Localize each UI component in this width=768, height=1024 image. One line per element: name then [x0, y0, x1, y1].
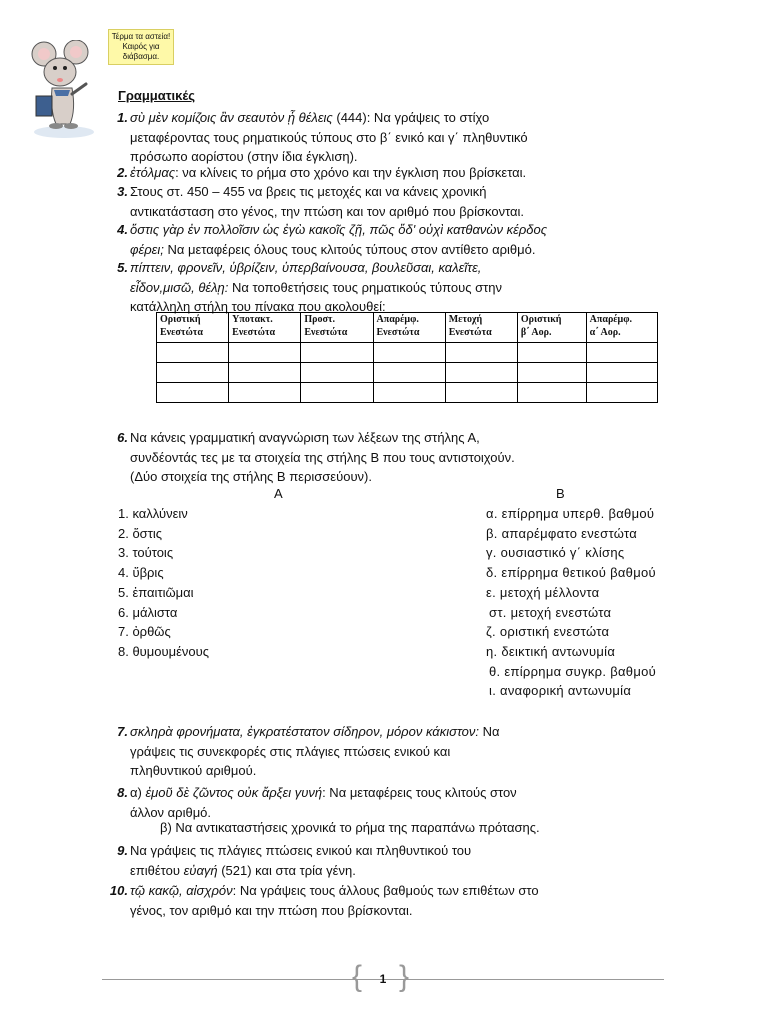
exercise-item: [117, 108, 652, 167]
instruction-text: Στους στ. 450 – 455 να βρεις τις μετοχές και να κάνεις χρονική: [130, 184, 487, 199]
table-header-cell: [586, 313, 657, 343]
table-header-cell: [445, 313, 517, 343]
exercise-line: [130, 202, 652, 222]
instruction-text: μεταφέροντας τους ρηματικούς τύπους στο β΄ ενικό και γ΄ πληθυντικό: [130, 129, 528, 145]
exercise-item: [117, 163, 652, 183]
ancient-greek-text: φέρει;: [130, 241, 164, 257]
exercise-item: [117, 783, 652, 822]
table-cell: [301, 343, 373, 363]
exercise-line: [130, 258, 652, 278]
header-line: Απαρέμφ.: [589, 314, 632, 325]
column-b-item: β. απαρέμφατο ενεστώτα: [486, 525, 638, 541]
exercise-line: [130, 761, 652, 781]
table-cell: [229, 343, 301, 363]
exercise-line: [130, 278, 652, 298]
ancient-greek-text: τῷ κακῷ, αἰσχρόν: [130, 883, 233, 898]
table-cell: [373, 363, 445, 383]
exercise-line: [130, 881, 652, 901]
table-cell: [586, 383, 657, 403]
column-a-item: 8. θυμουμένους: [118, 643, 210, 659]
instruction-text: (521) και στα τρία γένη.: [217, 862, 356, 878]
ancient-greek-text: σκληρὰ φρονήματα, ἐγκρατέστατον σίδηρον, μόρον κάκιστον:: [130, 724, 479, 739]
instruction-text: επιθέτου: [130, 862, 184, 878]
table-header-cell: [229, 313, 301, 343]
exercise-number: 5.: [117, 260, 128, 275]
exercise-line: [130, 182, 652, 202]
table-cell: [445, 343, 517, 363]
exercise-number: 2.: [117, 165, 128, 180]
exercise-line: [130, 448, 652, 468]
verb-forms-table: [156, 312, 658, 403]
header-line: Ενεστώτα: [448, 327, 492, 338]
column-a-item: 7. ὀρθῶς: [118, 624, 171, 640]
table-row: [157, 363, 658, 383]
instruction-text: Να τοποθετήσεις τους ρηματικούς τύπους στην: [228, 279, 502, 295]
table-cell: [157, 343, 229, 363]
instruction-text: (444): Να γράψεις το στίχο: [332, 110, 490, 125]
exercise-line: [130, 841, 652, 861]
column-a-item: 3. τούτοις: [118, 545, 174, 561]
ancient-greek-text: εὐαγή: [183, 862, 218, 878]
header-line: β΄ Αορ.: [520, 327, 552, 338]
instruction-text: αντικατάσταση στο γένος, την πτώση και τον αριθμό που βρίσκονται.: [130, 203, 525, 219]
table-header-cell: [373, 313, 445, 343]
exercise-number: 7.: [117, 724, 128, 739]
exercise-item: [117, 182, 652, 221]
instruction-text: κατάλληλη στήλη του πίνακα που ακολουθεί:: [130, 299, 386, 315]
header-line: α΄ Αορ.: [589, 327, 621, 338]
column-b-item: στ. μετοχή ενεστώτα: [489, 604, 612, 620]
table-header-cell: [517, 313, 586, 343]
exercise-number: 3.: [117, 184, 128, 199]
column-a-item: 4. ὕβρις: [118, 565, 164, 581]
column-a-label: Α: [274, 486, 283, 501]
instruction-text: πρόσωπο αορίστου (στην ίδια έγκλιση).: [130, 149, 358, 165]
ancient-greek-text: πίπτειν, φρονεῖν, ὑβρίζειν, ὑπερβαίνουσα, βουλεῦσαι, καλεῖτε,: [130, 260, 482, 275]
instruction-text: Να κάνεις γραμματική αναγνώριση των λέξεων της στήλης Α,: [130, 430, 480, 445]
exercise-line: [130, 783, 652, 803]
exercise-number: 8.: [117, 785, 128, 800]
ancient-greek-text: ἐτόλμας: [130, 165, 176, 180]
column-a-item: 2. ὅστις: [118, 525, 162, 541]
mouse-illustration: [22, 40, 102, 140]
note-line: διάβασμα.: [122, 52, 160, 61]
exercise-line: [130, 220, 652, 240]
column-b-item: θ. επίρρημα συγκρ. βαθμού: [489, 663, 657, 679]
instruction-text: Να γράψεις τις πλάγιες πτώσεις ενικού και πληθυντικού του: [130, 843, 472, 858]
column-a-item: 6. μάλιστα: [118, 604, 178, 620]
instruction-text: πληθυντικού αριθμού.: [130, 763, 257, 779]
ancient-greek-text: εἶδον,μισῶ, θέλῃ:: [130, 279, 229, 295]
instruction-text: Να: [478, 724, 500, 739]
exercise-line: [130, 163, 652, 183]
table-cell: [586, 343, 657, 363]
section-heading: Γραμματικές: [118, 88, 196, 103]
column-b-label: Β: [556, 486, 565, 501]
table-cell: [373, 343, 445, 363]
exercise-item: [117, 220, 652, 259]
instruction-text: συνδέοντάς τες με τα στοιχεία της στήλης Β που τους αντιστοιχούν.: [130, 449, 515, 465]
exercise-line: [130, 108, 652, 128]
table-row: [157, 343, 658, 363]
ancient-greek-text: ὅστις γὰρ ἐν πολλοῖσιν ὡς ἐγὼ κακοῖς ζῇ, πῶς ὅδ' οὐχὶ κατθανὼν κέρδος: [130, 222, 548, 237]
note-line: Τέρμα τα αστεία!: [111, 32, 171, 41]
column-a-item: 1. καλλύνειν: [118, 506, 188, 521]
instruction-text: : να κλίνεις το ρήμα στο χρόνο και την έγκλιση που βρίσκεται.: [175, 165, 527, 180]
column-b-item: ι. αναφορική αντωνυμία: [489, 683, 632, 699]
exercise-line: [130, 861, 652, 881]
column-b-item: δ. επίρρημα θετικού βαθμού: [486, 565, 656, 581]
right-brace-icon: }: [399, 960, 410, 993]
exercise-item: [117, 428, 652, 487]
table-header-cell: [157, 313, 229, 343]
table-cell: [157, 363, 229, 383]
instruction-text: γράψεις τις συνεκφορές στις πλάγιες πτώσεις ενικού και: [130, 743, 451, 759]
exercise-item: [117, 722, 652, 781]
item-8b: β) Να αντικαταστήσεις χρονικά το ρήμα της παραπάνω πρότασης.: [160, 820, 540, 835]
exercise-number: 9.: [117, 843, 128, 858]
table-cell: [157, 383, 229, 403]
table-row: [157, 383, 658, 403]
exercise-line: [130, 901, 652, 921]
table-cell: [445, 383, 517, 403]
table-cell: [229, 383, 301, 403]
column-b-item: ε. μετοχή μέλλοντα: [486, 584, 600, 600]
exercise-number: 6.: [117, 430, 128, 445]
column-b-item: η. δεικτική αντωνυμία: [486, 643, 616, 659]
table-cell: [517, 343, 586, 363]
table-header-cell: [301, 313, 373, 343]
header-line: Ενεστώτα: [376, 327, 420, 338]
header-line: Προστ.: [304, 314, 336, 325]
page-number: 1: [379, 972, 387, 986]
ancient-greek-text: ἐμοῦ δὲ ζῶντος οὐκ ἄρξει γυνή: [145, 785, 323, 800]
exercise-line: [130, 428, 652, 448]
instruction-text: άλλον αριθμό.: [130, 804, 212, 820]
header-line: Ενεστώτα: [160, 327, 203, 338]
table-cell: [445, 363, 517, 383]
exercise-number: 10.: [109, 883, 128, 898]
header-line: Ενεστώτα: [232, 327, 276, 338]
exercise-number: 1.: [117, 110, 128, 125]
exercise-line: [130, 128, 652, 148]
speech-note: [108, 29, 174, 65]
table-cell: [301, 383, 373, 403]
column-b-item: γ. ουσιαστικό γ΄ κλίσης: [486, 545, 625, 561]
header-line: Οριστική: [520, 314, 562, 325]
header-line: Υποτακτ.: [232, 314, 273, 325]
header-line: Απαρέμφ.: [376, 314, 419, 325]
table-cell: [301, 363, 373, 383]
table-cell: [517, 383, 586, 403]
exercise-line: [130, 742, 652, 762]
table-cell: [586, 363, 657, 383]
header-line: Ενεστώτα: [304, 327, 348, 338]
exercise-item: [117, 258, 652, 317]
column-b-item: α. επίρρημα υπερθ. βαθμού: [486, 506, 655, 521]
column-a-item: 5. ἐπαιτιῶμαι: [118, 584, 194, 600]
instruction-text: Να μεταφέρεις όλους τους κλιτούς τύπους στον αντίθετο αριθμό.: [163, 241, 536, 257]
instruction-text: γένος, τον αριθμό και την πτώση που βρίσκονται.: [130, 902, 413, 918]
exercise-line: [130, 722, 652, 742]
header-line: Οριστική: [160, 314, 201, 325]
instruction-text: : Να γράψεις τους άλλους βαθμούς των επιθέτων στο: [232, 883, 539, 898]
ancient-greek-text: σὺ μὲν κομίζοις ἂν σεαυτὸν ᾗ θέλεις: [130, 110, 333, 125]
exercise-line: [130, 240, 652, 260]
left-brace-icon: {: [352, 960, 363, 993]
table-cell: [373, 383, 445, 403]
exercise-line: [130, 467, 652, 487]
instruction-text: : Να μεταφέρεις τους κλιτούς στον: [322, 785, 517, 800]
table-cell: [517, 363, 586, 383]
exercise-number: 4.: [117, 222, 128, 237]
instruction-text: (Δύο στοιχεία της στήλης Β περισσεύουν).: [130, 469, 372, 485]
exercise-item: [117, 841, 652, 880]
header-line: Μετοχή: [448, 314, 483, 325]
column-b-item: ζ. οριστική ενεστώτα: [486, 624, 610, 640]
instruction-text: α): [130, 785, 146, 800]
table-cell: [229, 363, 301, 383]
exercise-item: [109, 881, 652, 920]
note-line: Καιρός για: [122, 42, 160, 51]
